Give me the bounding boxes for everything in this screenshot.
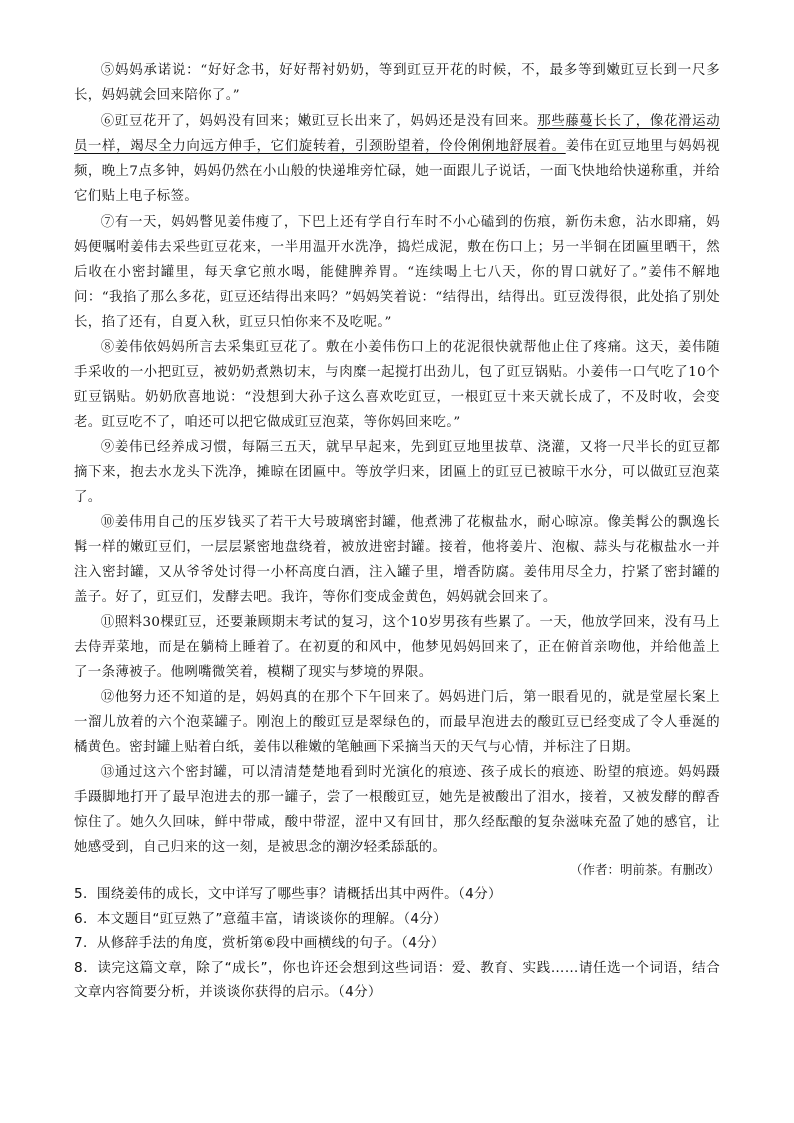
paragraph-text: ⑤妈妈承诺说：“好好念书，好好帮衬奶奶，等到豇豆开花的时候，不，最多等到嫩豇豆长到一尺多长，妈妈就会回来陪你了。” bbox=[74, 63, 720, 103]
paragraph-6 bbox=[74, 109, 720, 209]
paragraph-10 bbox=[74, 510, 720, 610]
paragraph-text: ⑩姜伟用自己的压岁钱买了若干大号玻璃密封罐，他煮沸了花椒盐水，耐心晾凉。像美髯公的飘逸长髯一样的嫩豇豆们，一层层紧密地盘绕着，被放进密封罐。接着，他将姜片、泡椒、蒜头与花椒盐水一并注入密封罐，又从爷爷处讨得一小杯高度白酒，注入罐子里，增香防腐。姜伟用尽全力，拧紧了密封罐的盖子。好了，豇豆们，发酵去吧。我许，等你们变成金黄色，妈妈就会回来了。 bbox=[74, 515, 720, 605]
question-list bbox=[74, 882, 720, 1005]
paragraph-text: ⑫他努力还不知道的是，妈妈真的在那个下午回来了。妈妈进门后，第一眼看见的，就是堂屋长案上一溜儿放着的六个泡菜罐子。刚泡上的酸豇豆是翠绿色的，而最早泡进去的酸豇豆已经变成了令人垂涎的橘黄色。密封罐上贴着白纸，姜伟以稚嫩的笔触画下采摘当天的天气与心情，并标注了日期。 bbox=[74, 690, 720, 755]
author-note: （作者：明前茶。有删改） bbox=[569, 862, 720, 877]
paragraph-9 bbox=[74, 435, 720, 510]
paragraph-7 bbox=[74, 210, 720, 335]
paragraph-text: ⑬通过这六个密封罐，可以清清楚楚地看到时光演化的痕迹、孩子成长的痕迹、盼望的痕迹。妈妈蹑手蹑脚地打开了最早泡进去的那一罐子，尝了一根酸豇豆，她先是被酸出了泪水，接着，又被发酵的醇香惊住了。她久久回味，鲜中带咸，酸中带涩，涩中又有回甘，那久经酝酿的复杂滋味充盈了她的感官，让她感受到，自己归来的这一刻，是被思念的潮汐轻柔舔舐的。 bbox=[74, 765, 720, 855]
paragraph-text: ⑥豇豆花开了，妈妈没有回来；嫩豇豆长出来了，妈妈还是没有回来。那些藤蔓长长了，像花滑运动员一样，竭尽全力向远方伸手，它们旋转着，引颈盼望着，伶伶俐俐地舒展着。姜伟在豇豆地里与妈妈视频，晚上7点多钟，妈妈仍然在小山般的快递堆旁忙碌，她一面跟儿子说话，一面飞快地给快递称重，并给它们贴上电子标签。 bbox=[74, 114, 720, 204]
question-8: 8．读完这篇文章，除了“成长”，你也许还会想到这些词语：爱、教育、实践……请任选一个词语，结合文章内容简要分析，并谈谈你获得的启示。（4分） bbox=[74, 959, 720, 1000]
paragraph-11 bbox=[74, 610, 720, 685]
underlined-sentence: 那些藤蔓长长了，像花滑运动员一样，竭尽全力向远方伸手，它们旋转着，引颈盼望着，伶伶俐俐地舒展着。 bbox=[74, 114, 720, 154]
paragraph-text: ⑧姜伟依妈妈所言去采集豇豆花了。敷在小姜伟伤口上的花泥很快就帮他止住了疼痛。这天，姜伟随手采收的一小把豇豆，被奶奶煮熟切末，与肉糜一起搅打出劲儿，包了豇豆锅贴。小姜伟一口气吃了10个豇豆锅贴。奶奶欣喜地说：“没想到大孙子这么喜欢吃豇豆，一根豇豆十来天就长成了，不及时收，会变老。豇豆吃不了，咱还可以把它做成豇豆泡菜，等你妈回来吃。” bbox=[74, 340, 720, 430]
question-5: 5．围绕姜伟的成长，文中详写了哪些事？请概括出其中两件。（4分） bbox=[74, 886, 502, 902]
paragraph-12 bbox=[74, 685, 720, 760]
paragraph-text: ⑦有一天，妈妈瞥见姜伟瘦了，下巴上还有学自行车时不小心磕到的伤痕，新伤未愈，沾水即痛，妈妈便嘱咐姜伟去采些豇豆花来，一半用温开水洗净，捣烂成泥，敷在伤口上；另一半铜在团匾里晒干，然后收在小密封罐里，每天拿它煎水喝，能健脾养胃。“连续喝上七八天，你的胃口就好了。”姜伟不解地问：“我掐了那么多花，豇豆还结得出来吗？”妈妈笑着说：“结得出，结得出。豇豆泼得很，此处掐了别处长，掐了还有，自夏入秋，豇豆只怕你来不及吃呢。” bbox=[74, 215, 720, 330]
paragraph-13 bbox=[74, 760, 720, 860]
paragraph-text: ⑨姜伟已经养成习惯，每隔三五天，就早早起来，先到豇豆地里拔草、浇灌，又将一尺半长的豇豆都摘下来，抱去水龙头下洗净，摊晾在团匾中。等放学归来，团匾上的豇豆已被晾干水分，可以做豇豆泡菜了。 bbox=[74, 440, 720, 505]
question-7: 7．从修辞手法的角度，赏析第⑥段中画横线的句子。（4分） bbox=[74, 935, 445, 951]
paragraph-8 bbox=[74, 335, 720, 435]
paragraph-5 bbox=[74, 58, 720, 108]
paragraph-text: ⑪照料30棵豇豆，还要兼顾期末考试的复习，这个10岁男孩有些累了。一天，他放学回来，没有马上去侍弄菜地，而是在躺椅上睡着了。在初夏的和风中，他梦见妈妈回来了，正在俯首亲吻他，并给他盖上了一条薄被子。他咧嘴微笑着，模糊了现实与梦境的界限。 bbox=[74, 615, 720, 680]
question-6: 6．本文题目“豇豆熟了”意蕴丰富，请谈谈你的理解。（4分） bbox=[74, 910, 448, 927]
